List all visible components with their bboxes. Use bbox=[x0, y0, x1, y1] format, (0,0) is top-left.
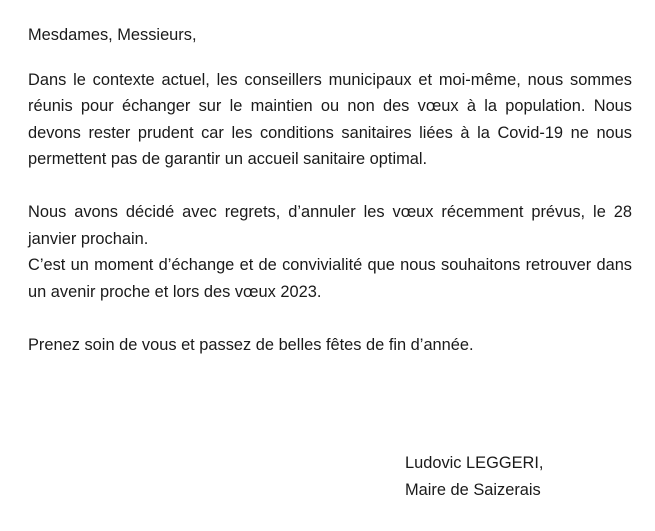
letter-body bbox=[28, 22, 632, 358]
signature-block bbox=[405, 450, 543, 503]
paragraph-cancellation: Nous avons décidé avec regrets, d’annuler les vœux récemment prévus, le 28 janvier prochain. bbox=[28, 203, 632, 248]
signature-name: Ludovic LEGGERI, bbox=[405, 454, 544, 472]
paragraph-context: Dans le contexte actuel, les conseillers municipaux et moi-même, nous sommes réunis pour échanger sur le maintien ou non des vœux à la population. Nous devons rester prudent car les conditions sanitaires liées à la Covid-19 ne nous permettent pas de garantir un accueil sanitaire optimal. bbox=[28, 70, 632, 168]
paragraph-conviviality: C’est un moment d’échange et de convivialité que nous souhaitons retrouver dans un avenir proche et lors des vœux 2023. bbox=[28, 256, 632, 301]
signature-title: Maire de Saizerais bbox=[405, 480, 541, 499]
paragraph-spacer bbox=[28, 173, 632, 200]
salutation: Mesdames, Messieurs, bbox=[28, 26, 197, 44]
paragraph-closing: Prenez soin de vous et passez de belles fêtes de fin d’année. bbox=[28, 335, 474, 354]
paragraph-spacer bbox=[28, 305, 632, 332]
